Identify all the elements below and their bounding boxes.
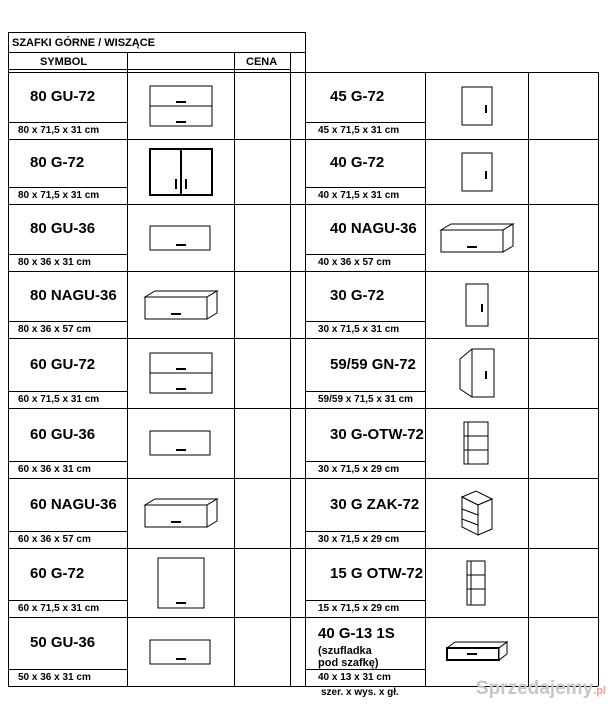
grid-line xyxy=(8,139,305,140)
deep-flap-cabinet-icon xyxy=(439,222,515,254)
double-door-cabinet-icon xyxy=(148,147,214,197)
grid-line xyxy=(234,52,235,686)
grid-line xyxy=(305,408,598,409)
product-dimensions: 60 x 36 x 31 cm xyxy=(18,464,91,475)
product-dimensions: 50 x 36 x 31 cm xyxy=(18,672,91,683)
product-dimensions: 30 x 71,5 x 29 cm xyxy=(318,464,400,475)
product-symbol: 30 G ZAK-72 xyxy=(330,495,420,513)
grid-line xyxy=(290,52,291,686)
grid-line xyxy=(305,531,425,532)
narrow-door-cabinet-icon xyxy=(460,85,494,127)
grid-line xyxy=(8,72,305,73)
grid-line xyxy=(305,478,598,479)
product-symbol: 80 NAGU-36 xyxy=(30,287,117,304)
deep-flap-cabinet-icon xyxy=(143,497,219,529)
grid-line xyxy=(305,139,598,140)
grid-line xyxy=(8,478,305,479)
grid-line xyxy=(8,461,127,462)
single-door-cabinet-icon xyxy=(156,556,206,610)
product-symbol: 40 NAGU-36 xyxy=(330,220,417,237)
corner-cabinet-icon xyxy=(458,347,496,399)
grid-line xyxy=(8,338,305,339)
open-shelf-cabinet-icon xyxy=(462,420,492,466)
drawer-cabinet-icon xyxy=(445,640,509,664)
flap-cabinet-icon xyxy=(148,224,214,252)
product-symbol: 40 G-13 1S xyxy=(318,625,395,642)
end-shelf-cabinet-icon xyxy=(460,489,494,537)
grid-line xyxy=(8,408,305,409)
grid-line xyxy=(127,52,128,686)
grid-line xyxy=(528,72,529,686)
grid-line xyxy=(305,72,598,73)
dimension-legend: szer. x wys. x gł. xyxy=(321,687,399,698)
double-flap-cabinet-icon xyxy=(148,84,214,128)
price-column-header: CENA xyxy=(246,56,278,68)
grid-line xyxy=(305,72,306,686)
product-dimensions: 40 x 36 x 57 cm xyxy=(318,257,391,268)
product-dimensions: 80 x 36 x 57 cm xyxy=(18,324,91,335)
grid-line xyxy=(8,686,305,687)
grid-line xyxy=(8,321,127,322)
product-dimensions: 40 x 13 x 31 cm xyxy=(318,672,391,683)
watermark-suffix: .pl xyxy=(593,685,606,697)
product-symbol: 15 G OTW-72 xyxy=(330,565,424,582)
grid-line xyxy=(8,391,127,392)
grid-line xyxy=(8,600,127,601)
product-dimensions: 30 x 71,5 x 31 cm xyxy=(318,324,400,335)
grid-line xyxy=(305,669,425,670)
watermark xyxy=(476,678,606,700)
product-symbol: 30 G-OTW-72 xyxy=(330,425,424,443)
narrow-door-cabinet-icon xyxy=(460,151,494,193)
product-dimensions: 60 x 36 x 57 cm xyxy=(18,534,91,545)
product-dimensions: 45 x 71,5 x 31 cm xyxy=(318,125,400,136)
product-dimensions: 80 x 36 x 31 cm xyxy=(18,257,91,268)
product-symbol: 80 G-72 xyxy=(30,154,85,171)
product-dimensions: 60 x 71,5 x 31 cm xyxy=(18,603,100,614)
product-symbol: 80 GU-72 xyxy=(30,88,96,105)
product-symbol: 40 G-72 xyxy=(330,154,385,171)
product-symbol: 60 NAGU-36 xyxy=(30,495,117,513)
product-dimensions: 80 x 71,5 x 31 cm xyxy=(18,125,100,136)
product-dimensions: 40 x 71,5 x 31 cm xyxy=(318,190,400,201)
deep-flap-cabinet-icon xyxy=(143,289,219,321)
grid-line xyxy=(305,548,598,549)
grid-line xyxy=(8,187,127,188)
grid-line xyxy=(8,271,305,272)
flap-cabinet-icon xyxy=(148,638,214,666)
table-title: SZAFKI GÓRNE / WISZĄCE xyxy=(12,37,155,49)
grid-line xyxy=(425,72,426,686)
product-symbol: 59/59 GN-72 xyxy=(330,355,416,373)
grid-line xyxy=(305,271,598,272)
grid-line xyxy=(305,254,425,255)
grid-line xyxy=(8,548,305,549)
grid-line xyxy=(305,461,425,462)
product-symbol: 45 G-72 xyxy=(330,88,385,105)
product-symbol: 60 GU-36 xyxy=(30,425,96,443)
symbol-column-header: SYMBOL xyxy=(40,56,88,68)
grid-line xyxy=(305,122,425,123)
grid-line xyxy=(8,531,127,532)
product-symbol: 50 GU-36 xyxy=(30,634,96,651)
product-dimensions: 59/59 x 71,5 x 31 cm xyxy=(318,394,414,405)
grid-line xyxy=(305,187,425,188)
narrow-shelf-cabinet-icon xyxy=(465,559,489,607)
product-symbol: 30 G-72 xyxy=(330,287,385,304)
grid-line xyxy=(305,338,598,339)
grid-line xyxy=(8,254,127,255)
grid-line xyxy=(8,122,127,123)
product-symbol: 60 GU-72 xyxy=(30,355,96,373)
flap-cabinet-icon xyxy=(148,429,214,457)
grid-line xyxy=(8,669,127,670)
grid-line xyxy=(8,617,305,618)
grid-line xyxy=(8,69,290,70)
grid-line xyxy=(8,52,305,53)
product-dimensions: 80 x 71,5 x 31 cm xyxy=(18,190,100,201)
slim-door-cabinet-icon xyxy=(464,282,490,328)
product-symbol: 80 GU-36 xyxy=(30,220,96,237)
grid-line xyxy=(305,391,425,392)
grid-line xyxy=(305,32,306,72)
product-dimensions: 30 x 71,5 x 29 cm xyxy=(318,534,400,545)
grid-line xyxy=(598,72,599,686)
product-dimensions: 15 x 71,5 x 29 cm xyxy=(318,603,400,614)
product-dimensions: 60 x 71,5 x 31 cm xyxy=(18,394,100,405)
grid-line xyxy=(305,600,425,601)
grid-line xyxy=(305,321,425,322)
grid-line xyxy=(8,204,305,205)
product-symbol: 60 G-72 xyxy=(30,565,85,582)
watermark-text: Sprzedajemy xyxy=(475,678,594,699)
grid-line xyxy=(305,617,598,618)
product-note: (szufladka pod szafkę) xyxy=(318,645,379,669)
double-flap-cabinet-icon xyxy=(148,351,214,395)
grid-line xyxy=(305,204,598,205)
grid-line xyxy=(8,32,9,686)
grid-line xyxy=(8,32,305,33)
